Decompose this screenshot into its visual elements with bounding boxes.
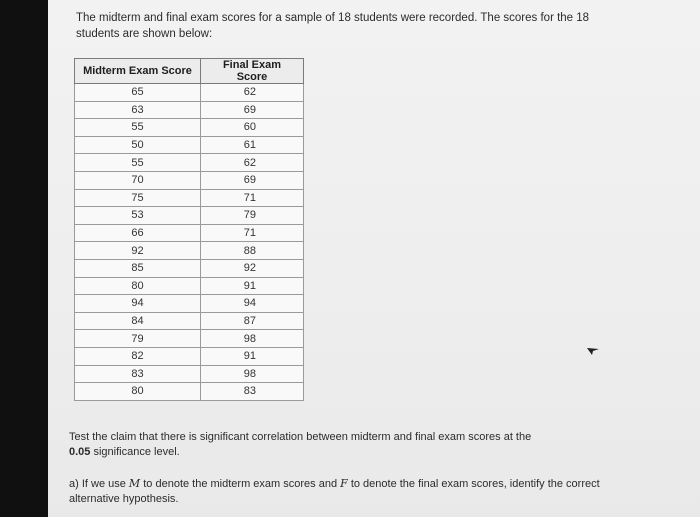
final-score-cell: 62 bbox=[201, 154, 304, 172]
variable-m: M bbox=[128, 477, 141, 490]
table-row bbox=[75, 383, 304, 401]
table-row bbox=[75, 312, 304, 330]
midterm-score-cell: 83 bbox=[75, 365, 201, 383]
midterm-score-cell: 50 bbox=[75, 136, 201, 154]
final-score-cell: 62 bbox=[201, 84, 304, 102]
variable-f: F bbox=[340, 477, 348, 490]
final-score-cell: 69 bbox=[201, 101, 304, 119]
table-row bbox=[75, 347, 304, 365]
final-score-cell: 71 bbox=[201, 189, 304, 207]
final-score-cell: 79 bbox=[201, 207, 304, 225]
mouse-cursor-icon bbox=[586, 342, 600, 356]
final-score-cell: 88 bbox=[201, 242, 304, 260]
table-row bbox=[75, 171, 304, 189]
table-row bbox=[75, 101, 304, 119]
midterm-score-cell: 65 bbox=[75, 84, 201, 102]
midterm-score-cell: 55 bbox=[75, 154, 201, 172]
midterm-score-cell: 92 bbox=[75, 242, 201, 260]
midterm-score-cell: 53 bbox=[75, 207, 201, 225]
table-row bbox=[75, 259, 304, 277]
significance-level: 0.05 bbox=[69, 446, 91, 458]
intro-text: The midterm and final exam scores for a sample of 18 students were recorded. The scores for the 18 students are shown below: bbox=[76, 12, 590, 40]
final-score-cell: 60 bbox=[201, 119, 304, 137]
final-score-cell: 91 bbox=[201, 277, 304, 295]
midterm-score-cell: 70 bbox=[75, 171, 201, 189]
claim-suffix: significance level. bbox=[90, 446, 180, 458]
midterm-score-cell: 82 bbox=[75, 347, 201, 365]
table-row bbox=[75, 154, 304, 172]
question-text bbox=[69, 430, 609, 460]
final-score-cell: 69 bbox=[201, 171, 304, 189]
midterm-score-cell: 66 bbox=[75, 224, 201, 242]
final-score-cell: 91 bbox=[201, 347, 304, 365]
midterm-score-cell: 63 bbox=[75, 101, 201, 119]
final-score-cell: 98 bbox=[201, 330, 304, 348]
scores-table bbox=[74, 58, 304, 401]
table-row bbox=[75, 242, 304, 260]
final-score-cell: 71 bbox=[201, 224, 304, 242]
part-a-mid: to denote the midterm exam scores and bbox=[140, 478, 341, 490]
table-row bbox=[75, 365, 304, 383]
part-a-tail: to denote the final exam scores, identify the correct alternative hypothesis. bbox=[69, 478, 600, 505]
final-score-cell: 61 bbox=[201, 136, 304, 154]
final-score-cell: 98 bbox=[201, 365, 304, 383]
header-final: Final Exam Score bbox=[201, 59, 304, 84]
header-midterm: Midterm Exam Score bbox=[75, 59, 201, 84]
screenshot-page bbox=[48, 0, 700, 517]
midterm-score-cell: 79 bbox=[75, 330, 201, 348]
midterm-score-cell: 80 bbox=[75, 383, 201, 401]
midterm-score-cell: 84 bbox=[75, 312, 201, 330]
final-score-cell: 92 bbox=[201, 259, 304, 277]
midterm-score-cell: 85 bbox=[75, 259, 201, 277]
midterm-score-cell: 94 bbox=[75, 295, 201, 313]
table-row bbox=[75, 189, 304, 207]
midterm-score-cell: 80 bbox=[75, 277, 201, 295]
midterm-score-cell: 55 bbox=[75, 119, 201, 137]
claim-prefix: Test the claim that there is significant correlation between midterm and final exam scores at the bbox=[69, 431, 532, 443]
midterm-score-cell: 75 bbox=[75, 189, 201, 207]
table-row bbox=[75, 119, 304, 137]
table-row bbox=[75, 277, 304, 295]
part-a-lead: a) If we use bbox=[69, 478, 129, 490]
table-row bbox=[75, 295, 304, 313]
final-score-cell: 94 bbox=[201, 295, 304, 313]
final-score-cell: 83 bbox=[201, 383, 304, 401]
table-row bbox=[75, 224, 304, 242]
table-row bbox=[75, 136, 304, 154]
table-row bbox=[75, 207, 304, 225]
table-row bbox=[75, 330, 304, 348]
part-a-text bbox=[69, 476, 609, 507]
table-row bbox=[75, 84, 304, 102]
table-header-row bbox=[75, 59, 304, 84]
final-score-cell: 87 bbox=[201, 312, 304, 330]
